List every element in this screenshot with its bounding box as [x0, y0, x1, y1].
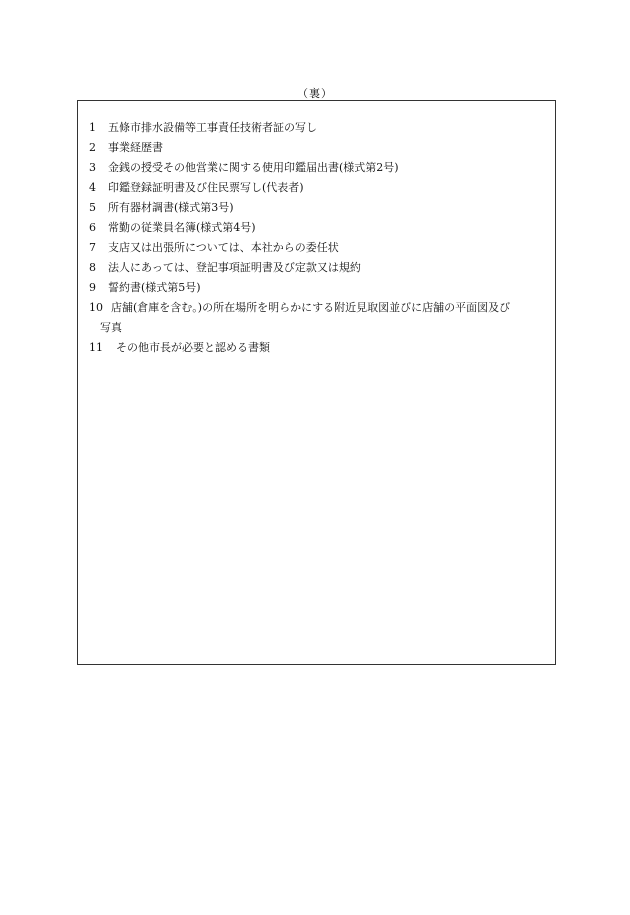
list-item [89, 218, 555, 238]
list-item [89, 238, 555, 258]
item-number: 9 [89, 281, 96, 294]
attachment-list-box [77, 100, 556, 665]
list-item [89, 258, 555, 278]
item-number: 1 [89, 121, 96, 134]
item-number: 5 [89, 201, 96, 214]
item-text: 五條市排水設備等工事責任技術者証の写し [108, 121, 317, 134]
item-number: 7 [89, 241, 96, 254]
page-side-label: （裏） [297, 87, 333, 100]
attachment-list [89, 118, 555, 358]
list-item [89, 278, 555, 298]
item-text: 金銭の授受その他営業に関する使用印鑑届出書(様式第2号) [108, 161, 399, 174]
item-text: 支店又は出張所については、本社からの委任状 [108, 241, 339, 254]
item-number: 4 [89, 181, 96, 194]
item-text: 所有器材調書(様式第3号) [108, 201, 234, 214]
item-number: 11 [89, 341, 103, 354]
item-text: 法人にあっては、登記事項証明書及び定款又は規約 [108, 261, 361, 274]
item-number: 6 [89, 221, 96, 234]
item-text-continuation: 写真 [100, 321, 122, 334]
item-text: 事業経歴書 [108, 141, 163, 154]
item-number: 8 [89, 261, 96, 274]
list-item [89, 298, 555, 338]
list-item [89, 198, 555, 218]
list-item [89, 118, 555, 138]
item-number: 2 [89, 141, 96, 154]
list-item [89, 138, 555, 158]
item-text: 印鑑登録証明書及び住民票写し(代表者) [108, 181, 304, 194]
item-text: 誓約書(様式第5号) [108, 281, 201, 294]
list-item [89, 338, 555, 358]
item-number: 3 [89, 161, 96, 174]
list-item [89, 158, 555, 178]
item-text: その他市長が必要と認める書類 [116, 341, 270, 354]
item-text: 常勤の従業員名簿(様式第4号) [108, 221, 256, 234]
item-number: 10 [89, 301, 103, 314]
item-text: 店舗(倉庫を含む。)の所在場所を明らかにする附近見取図並びに店舗の平面図及び [111, 301, 511, 314]
list-item [89, 178, 555, 198]
